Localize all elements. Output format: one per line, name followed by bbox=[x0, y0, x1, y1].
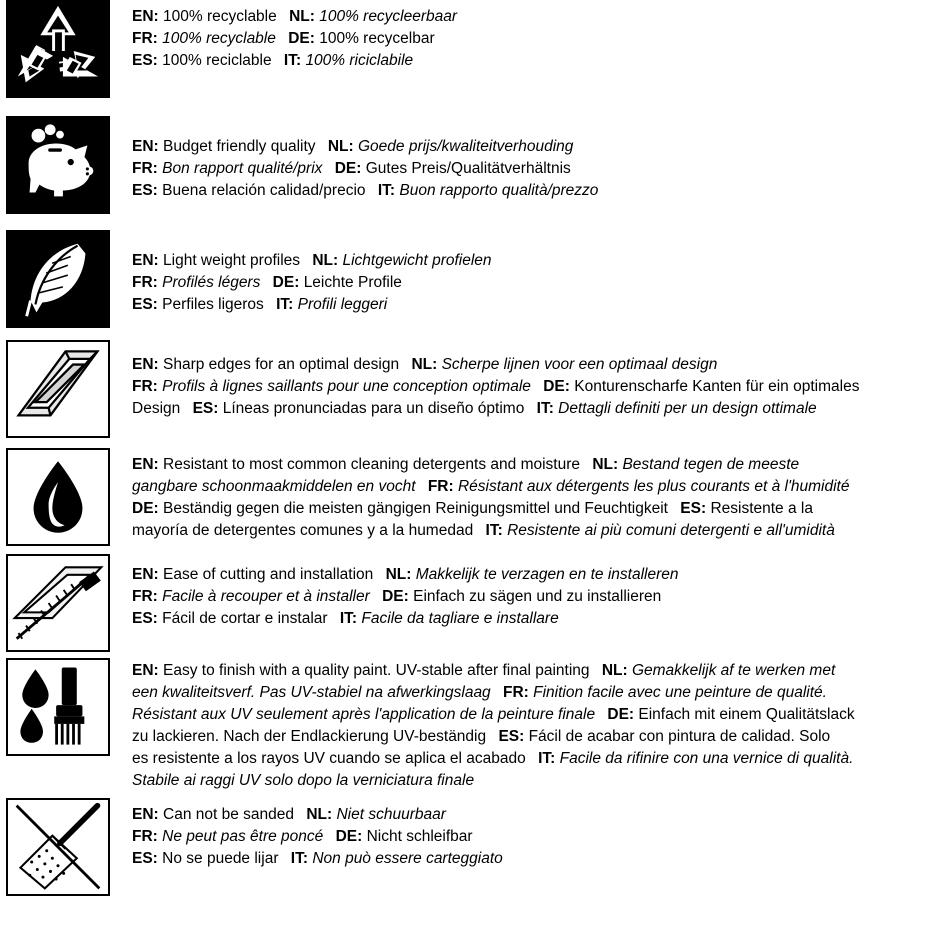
line bbox=[132, 848, 934, 870]
text: 100% reciclable bbox=[162, 52, 272, 69]
text: 100% recyclable bbox=[163, 8, 277, 25]
text: 100% recycleerbaar bbox=[319, 8, 458, 25]
lang-tag: EN: bbox=[132, 806, 159, 823]
text: Resistant to most common cleaning detergents and moisture bbox=[163, 456, 581, 473]
lang-tag: NL: bbox=[312, 252, 339, 269]
line bbox=[132, 804, 934, 826]
line bbox=[132, 726, 934, 748]
lang-tag: FR: bbox=[132, 30, 158, 47]
lang-tag: DE: bbox=[382, 588, 409, 605]
lang-tag: ES: bbox=[132, 52, 158, 69]
text: Résistant aux détergents les plus courants et à l'humidité bbox=[457, 478, 850, 495]
text: Scherpe lijnen voor een optimaal design bbox=[441, 356, 718, 373]
property-text-recyclable bbox=[110, 0, 940, 72]
text: Facile à recouper et à installer bbox=[162, 588, 370, 605]
text: Budget friendly quality bbox=[163, 138, 316, 155]
lang-tag: DE: bbox=[543, 378, 570, 395]
text: es resistente a los rayos UV cuando se aplica el acabado bbox=[132, 750, 526, 767]
property-text-paintable bbox=[110, 658, 940, 792]
lang-tag: NL: bbox=[601, 662, 628, 679]
lang-tag: NL: bbox=[411, 356, 438, 373]
lang-tag: FR: bbox=[132, 160, 158, 177]
property-text-sharp-edges bbox=[110, 340, 940, 420]
property-text-no-sanding bbox=[110, 798, 940, 870]
line bbox=[132, 476, 934, 498]
line bbox=[132, 586, 934, 608]
property-row-no-sanding bbox=[0, 798, 940, 896]
feather-icon bbox=[6, 230, 110, 328]
saw-cutting-icon bbox=[6, 554, 110, 652]
text: 100% recyclable bbox=[162, 30, 276, 47]
lang-tag: FR: bbox=[132, 588, 158, 605]
text: Bestand tegen de meeste bbox=[622, 456, 800, 473]
lang-tag: ES: bbox=[132, 610, 158, 627]
text: 100% riciclabile bbox=[305, 52, 414, 69]
lang-tag: ES: bbox=[132, 296, 158, 313]
water-drop-icon bbox=[6, 448, 110, 546]
lang-tag: ES: bbox=[680, 500, 707, 517]
text: Easy to finish with a quality paint. UV-stable after final painting bbox=[163, 662, 590, 679]
line bbox=[132, 180, 934, 202]
lang-tag: ES: bbox=[498, 728, 525, 745]
property-row-light-weight bbox=[0, 230, 940, 328]
text: een kwaliteitsverf. Pas UV-stabiel na afwerkingslaag bbox=[132, 684, 491, 701]
line bbox=[132, 28, 934, 50]
lang-tag: DE: bbox=[335, 828, 363, 845]
property-row-sharp-edges bbox=[0, 340, 940, 438]
lang-tag: EN: bbox=[132, 662, 159, 679]
text: Facile da tagliare e installare bbox=[361, 610, 559, 627]
property-text-moisture-resistant bbox=[110, 448, 940, 542]
text: Bon rapport qualité/prix bbox=[162, 160, 323, 177]
line bbox=[132, 826, 934, 848]
text: gangbare schoonmaakmiddelen en vocht bbox=[132, 478, 416, 495]
line bbox=[132, 272, 934, 294]
paint-brush-drops-icon bbox=[6, 658, 110, 756]
text: Profils à lignes saillants pour une conception optimale bbox=[162, 378, 531, 395]
no-sanding-icon bbox=[6, 798, 110, 896]
property-row-easy-cutting bbox=[0, 554, 940, 652]
text: Lichtgewicht profielen bbox=[342, 252, 492, 269]
lang-tag: DE: bbox=[132, 500, 159, 517]
line bbox=[132, 250, 934, 272]
text: Líneas pronunciadas para un diseño óptimo bbox=[222, 400, 525, 417]
text: zu lackieren. Nach der Endlackierung UV-beständig bbox=[132, 728, 487, 745]
line bbox=[132, 398, 934, 420]
text: Resistente a la bbox=[710, 500, 813, 517]
line bbox=[132, 608, 934, 630]
text: Goede prijs/kwaliteitverhouding bbox=[357, 138, 574, 155]
lang-tag: FR: bbox=[427, 478, 454, 495]
lang-tag: NL: bbox=[385, 566, 412, 583]
lang-tag: FR: bbox=[503, 684, 529, 701]
lang-tag: DE: bbox=[272, 274, 300, 291]
text: Stabile ai raggi UV solo dopo la verniciatura finale bbox=[132, 772, 475, 789]
lang-tag: EN: bbox=[132, 8, 159, 25]
line bbox=[132, 6, 934, 28]
text: Sharp edges for an optimal design bbox=[163, 356, 400, 373]
line bbox=[132, 294, 934, 316]
property-row-recyclable bbox=[0, 0, 940, 98]
text: Ne peut pas être poncé bbox=[162, 828, 324, 845]
text: Niet schuurbaar bbox=[336, 806, 446, 823]
text: Einfach mit einem Qualitätslack bbox=[638, 706, 855, 723]
text: Finition facile avec une peinture de qualité. bbox=[533, 684, 827, 701]
lang-tag: IT: bbox=[538, 750, 556, 767]
line bbox=[132, 564, 934, 586]
text: Non può essere carteggiato bbox=[312, 850, 503, 867]
lang-tag: IT: bbox=[276, 296, 294, 313]
line bbox=[132, 770, 934, 792]
text: Makkelijk te verzagen en te installeren bbox=[415, 566, 679, 583]
lang-tag: DE: bbox=[607, 706, 635, 723]
text: Light weight profiles bbox=[163, 252, 301, 269]
property-text-light-weight bbox=[110, 230, 940, 316]
text: Design bbox=[132, 400, 181, 417]
text: mayoría de detergentes comunes y a la humedad bbox=[132, 522, 474, 539]
line bbox=[132, 498, 934, 520]
piggy-bank-icon bbox=[6, 116, 110, 214]
line bbox=[132, 454, 934, 476]
lang-tag: ES: bbox=[132, 850, 158, 867]
line bbox=[132, 520, 934, 542]
text: Facile da rifinire con una vernice di qualità. bbox=[559, 750, 854, 767]
lang-tag: NL: bbox=[306, 806, 333, 823]
text: No se puede lijar bbox=[162, 850, 279, 867]
line bbox=[132, 748, 934, 770]
text: Leichte Profile bbox=[303, 274, 402, 291]
lang-tag: ES: bbox=[132, 182, 158, 199]
lang-tag: NL: bbox=[289, 8, 315, 25]
text: Einfach zu sägen und zu installieren bbox=[413, 588, 662, 605]
property-row-paintable bbox=[0, 658, 940, 792]
text: Fácil de acabar con pintura de calidad. Solo bbox=[528, 728, 831, 745]
lang-tag: IT: bbox=[339, 610, 358, 627]
text: Gemakkelijk af te werken met bbox=[631, 662, 836, 679]
lang-tag: ES: bbox=[192, 400, 219, 417]
line bbox=[132, 682, 934, 704]
lang-tag: IT: bbox=[283, 52, 302, 69]
lang-tag: FR: bbox=[132, 828, 158, 845]
recycle-icon bbox=[6, 0, 110, 98]
text: Gutes Preis/Qualitätverhältnis bbox=[365, 160, 571, 177]
text: Resistente ai più comuni detergenti e all'umidità bbox=[507, 522, 835, 539]
lang-tag: NL: bbox=[592, 456, 619, 473]
property-row-moisture-resistant bbox=[0, 448, 940, 546]
text: Konturenscharfe Kanten für ein optimales bbox=[574, 378, 860, 395]
lang-tag: DE: bbox=[288, 30, 315, 47]
line bbox=[132, 158, 934, 180]
line bbox=[132, 136, 934, 158]
property-text-budget-friendly bbox=[110, 116, 940, 202]
lang-tag: IT: bbox=[377, 182, 396, 199]
lang-tag: NL: bbox=[327, 138, 354, 155]
line bbox=[132, 376, 934, 398]
lang-tag: IT: bbox=[536, 400, 554, 417]
lang-tag: EN: bbox=[132, 456, 159, 473]
text: Ease of cutting and installation bbox=[163, 566, 374, 583]
text: Fácil de cortar e instalar bbox=[162, 610, 328, 627]
lang-tag: FR: bbox=[132, 378, 158, 395]
text: Dettagli definiti per un design ottimale bbox=[558, 400, 817, 417]
lang-tag: FR: bbox=[132, 274, 158, 291]
text: Buon rapporto qualità/prezzo bbox=[399, 182, 599, 199]
text: Nicht schleifbar bbox=[366, 828, 473, 845]
text: Buena relación calidad/precio bbox=[162, 182, 366, 199]
sharp-edge-profile-icon bbox=[6, 340, 110, 438]
lang-tag: EN: bbox=[132, 566, 159, 583]
property-row-budget-friendly bbox=[0, 116, 940, 214]
line bbox=[132, 354, 934, 376]
lang-tag: DE: bbox=[334, 160, 362, 177]
lang-tag: IT: bbox=[485, 522, 503, 539]
lang-tag: IT: bbox=[290, 850, 309, 867]
text: Beständig gegen die meisten gängigen Reinigungsmittel und Feuchtigkeit bbox=[163, 500, 668, 517]
lang-tag: EN: bbox=[132, 356, 159, 373]
text: 100% recycelbar bbox=[319, 30, 435, 47]
line bbox=[132, 704, 934, 726]
text: Perfiles ligeros bbox=[162, 296, 264, 313]
text: Can not be sanded bbox=[163, 806, 295, 823]
line bbox=[132, 50, 934, 72]
text: Profili leggeri bbox=[297, 296, 388, 313]
property-text-easy-cutting bbox=[110, 554, 940, 630]
lang-tag: EN: bbox=[132, 252, 159, 269]
text: Résistant aux UV seulement après l'application de la peinture finale bbox=[132, 706, 596, 723]
line bbox=[132, 660, 934, 682]
lang-tag: EN: bbox=[132, 138, 159, 155]
text: Profilés légers bbox=[162, 274, 261, 291]
